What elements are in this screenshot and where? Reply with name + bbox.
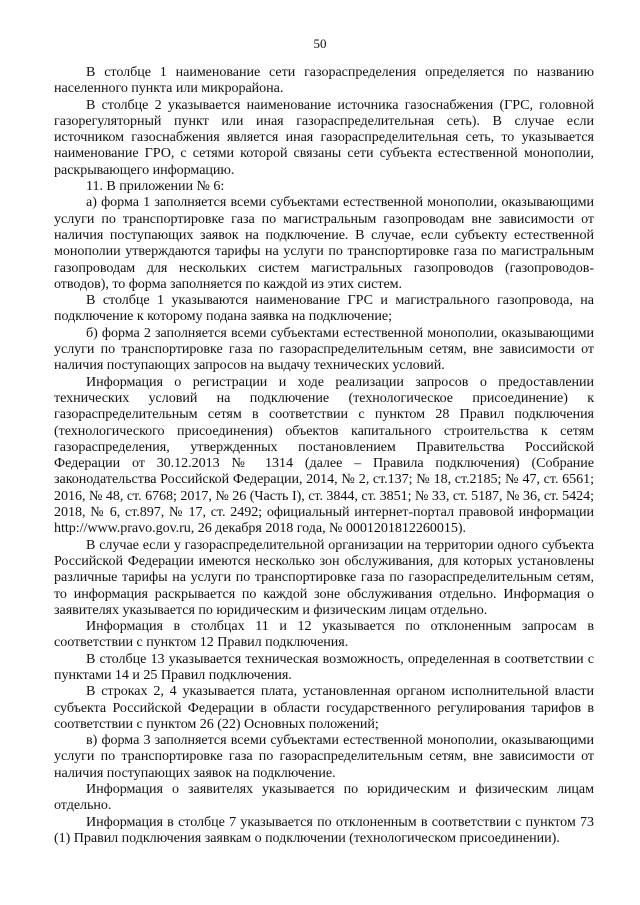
paragraph-rows-2-4: В строках 2, 4 указывается плата, установленная органом исполнительной власти субъекта Российской Федерации в области государственного регулирования тарифов в соответствии с пунктом 26 (22) Основных положений; [54,683,594,732]
paragraph-form-3: в) форма 3 заполняется всеми субъектами естественной монополии, оказывающими услуги по транспортировке газа по газораспределительным сетям, вне зависимости от наличия поступающих заявок на подключение. [54,732,594,781]
paragraph-applicants-info: Информация о заявителях указывается по юридическим и физическим лицам отдельно. [54,781,594,814]
document-body [54,64,594,846]
paragraph-column2-gas-source: В столбце 2 указывается наименование источника газоснабжения (ГРС, головной газорегуляторный пункт или иная газораспределительная сеть). В случае если источником газоснабжения является иная газораспределительная сеть, то указывается наименование ГРО, с сетями которой связаны сети субъекта естественной монополии, раскрывающего информацию. [54,96,594,178]
page-number: 50 [313,36,327,51]
paragraph-columns-11-12: Информация в столбцах 11 и 12 указывается по отклоненным запросам в соответствии с пунктом 12 Правил подключения. [54,618,594,651]
paragraph-form-1: а) форма 1 заполняется всеми субъектами естественной монополии, оказывающими услуги по транспортировке газа по магистральным газопроводам вне зависимости от наличия поступающих заявок на подключение. В случае, если субъекту естественной монополии утверждаются тарифы на услуги по транспортировке газа по магистральным газопроводам для нескольких систем магистральных газопроводов (газопроводов-отводов), то форма заполняется по каждой из этих систем. [54,194,594,292]
paragraph-column-13: В столбце 13 указывается техническая возможность, определенная в соответствии с пунктами 14 и 25 Правил подключения. [54,650,594,683]
paragraph-column1-network-name: В столбце 1 наименование сети газораспределения определяется по названию населенного пункта или микрорайона. [54,64,594,97]
paragraph-column-7: Информация в столбце 7 указывается по отклоненным в соответствии с пунктом 73 (1) Правил подключения заявкам о подключении (технологическом присоединении). [54,813,594,846]
paragraph-registration-info: Информация о регистрации и ходе реализации запросов о предоставлении технических условий на подключение (технологическое присоединение) к газораспределительным сетям в соответствии с пунктом 28 Правил подключения (технологического присоединения) объектов капитального строительства к сетям газораспределения, утвержденных постановлением Правительства Российской Федерации от 30.12.2013 № 1314 (далее – Правила подключения) (Собрание законодательства Российской Федерации, 2014, № 2, ст.137; № 18, ст.2185; № 47, ст. 6561; 2016, № 48, ст. 6768; 2017, № 26 (Часть I), ст. 3844, ст. 3851; № 33, ст. 5187, № 36, ст. 5424; 2018, № 6, ст.897, № 17, ст. 2492; официальный интернет-портал правовой информации http://www.pravo.gov.ru, 26 декабря 2018 года, № 0001201812260015). [54,373,594,537]
paragraph-appendix-6-heading: 11. В приложении № 6: [86,178,225,195]
paragraph-form-2: б) форма 2 заполняется всеми субъектами естественной монополии, оказывающими услуги по транспортировке газа по газораспределительным сетям, вне зависимости от наличия поступающих запросов на выдачу технических условий. [54,324,594,374]
paragraph-form-1-column-1: В столбце 1 указываются наименование ГРС и магистрального газопровода, на подключение к которому подана заявка на подключение; [54,292,594,325]
paragraph-service-zones: В случае если у газораспределительной организации на территории одного субъекта Российской Федерации имеются несколько зон обслуживания, для которых установлены различные тарифы на услуги по транспортировке газа по газораспределительным сетям, то информация раскрывается по каждой зоне обслуживания отдельно. Информация о заявителях указывается по юридическим и физическим лицам отдельно. [54,536,594,618]
